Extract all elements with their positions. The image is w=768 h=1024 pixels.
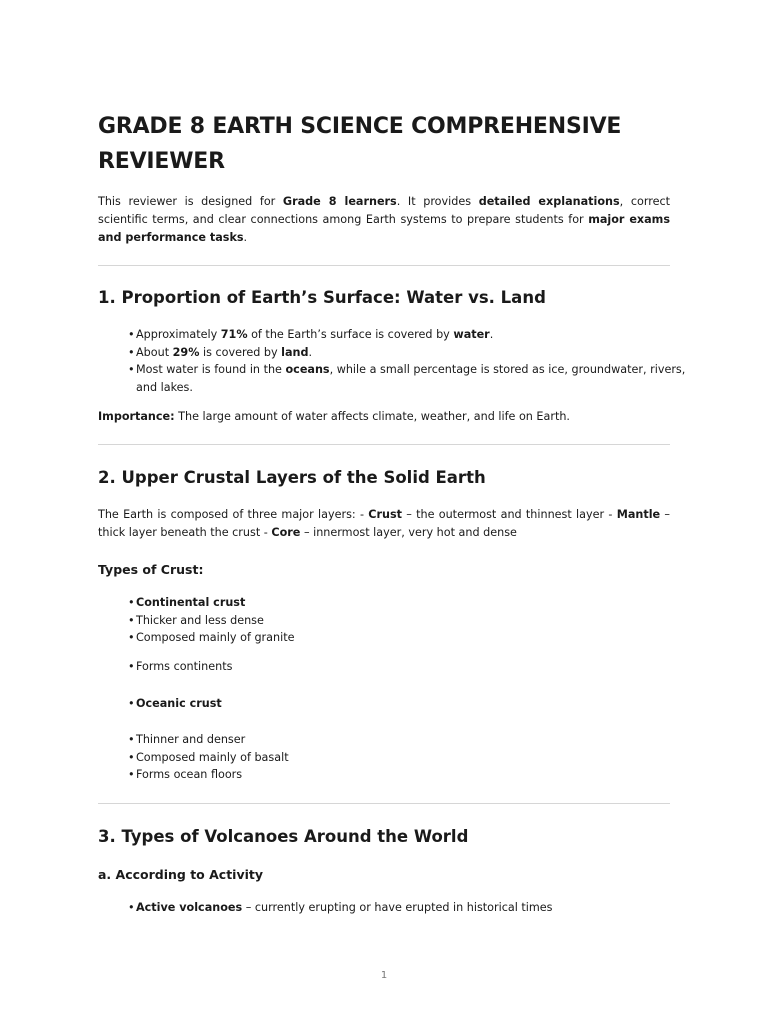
bullet-icon: •: [128, 363, 135, 377]
section-2-heading: 2. Upper Crustal Layers of the Solid Earth: [98, 468, 486, 487]
bullet-icon: •: [128, 660, 135, 673]
section-1-list: [98, 326, 700, 396]
bullet-icon: •: [128, 750, 135, 764]
item-text: Thicker and less dense: [136, 613, 264, 627]
section-divider: [98, 265, 670, 266]
intro-text: This reviewer is designed for: [98, 195, 283, 208]
para-bold: Core: [271, 526, 301, 539]
intro-text: . It provides: [396, 195, 479, 208]
list-item: [128, 629, 700, 647]
item-bold: oceans: [285, 363, 330, 377]
section-divider: [98, 803, 670, 804]
bullet-icon: •: [128, 596, 135, 609]
activity-list: [98, 899, 700, 917]
item-text: Forms ocean floors: [136, 768, 243, 782]
importance-text: The large amount of water affects climate, weather, and life on Earth.: [174, 410, 570, 423]
list-item: [128, 658, 700, 676]
para-text: – thick layer beneath the crust -: [98, 508, 670, 539]
list-item: [128, 695, 700, 713]
list-item: [128, 326, 700, 344]
bullet-icon: •: [128, 697, 135, 710]
para-bold: Mantle: [616, 508, 661, 521]
item-text: About: [136, 345, 173, 359]
list-item: [128, 361, 700, 396]
list-item: [128, 612, 700, 630]
intro-text: , correct scientific terms, and clear connections among Earth systems to prepare students for: [98, 195, 670, 226]
document-title: GRADE 8 EARTH SCIENCE COMPREHENSIVE REVIEWER: [98, 114, 622, 174]
bullet-icon: •: [128, 768, 135, 782]
item-text: , while a small percentage is stored as ice, groundwater, rivers, and lakes.: [136, 363, 686, 394]
bullet-icon: •: [128, 631, 135, 645]
item-text: – currently erupting or have erupted in historical times: [242, 901, 553, 914]
para-bold: Crust: [368, 508, 402, 521]
intro-paragraph: [98, 193, 670, 247]
item-text: Composed mainly of basalt: [136, 750, 289, 764]
bullet-icon: •: [128, 613, 135, 627]
list-item: [128, 899, 700, 917]
intro-bold: major exams and performance tasks: [98, 213, 671, 244]
item-bold: Active volcanoes: [136, 901, 243, 914]
intro-bold: detailed explanations: [478, 195, 620, 208]
item-text: Forms continents: [136, 660, 233, 673]
list-item: [128, 749, 700, 767]
section-1-heading: 1. Proportion of Earth’s Surface: Water vs. Land: [98, 288, 546, 307]
sub-heading-activity: a. According to Activity: [98, 867, 264, 882]
item-text: .: [308, 345, 313, 359]
section-divider: [98, 444, 670, 445]
page-number: 1: [380, 970, 388, 981]
bullet-icon: •: [128, 733, 135, 746]
item-bold: 71%: [220, 328, 248, 341]
bullet-icon: •: [128, 901, 135, 914]
bullet-icon: •: [128, 328, 135, 341]
item-text: of the Earth’s surface is covered by: [247, 328, 454, 341]
continental-crust-list: [98, 594, 700, 647]
para-text: The Earth is composed of three major layers: -: [98, 508, 369, 521]
intro-bold: Grade 8 learners: [282, 195, 397, 208]
layers-paragraph: [98, 506, 670, 542]
bullet-icon: •: [128, 345, 135, 359]
item-text: Most water is found in the: [136, 363, 286, 377]
oceanic-crust-list: [98, 731, 700, 784]
importance-note: [98, 408, 670, 426]
section-3-heading: 3. Types of Volcanoes Around the World: [98, 827, 469, 846]
item-text: .: [489, 328, 494, 341]
crust-type-title: Continental crust: [136, 596, 246, 609]
list-item: [128, 731, 700, 749]
types-of-crust-heading: Types of Crust:: [98, 562, 204, 577]
importance-label: Importance:: [98, 410, 175, 423]
para-text: – the outermost and thinnest layer -: [401, 508, 617, 521]
para-text: – innermost layer, very hot and dense: [300, 526, 517, 539]
item-bold: land: [281, 345, 309, 359]
item-bold: water: [453, 328, 490, 341]
item-text: Thinner and denser: [136, 733, 246, 746]
item-text: is covered by: [199, 345, 282, 359]
item-bold: 29%: [172, 345, 200, 359]
intro-text: .: [243, 231, 248, 244]
oceanic-crust-title-list: [98, 695, 700, 713]
crust-type-title: Oceanic crust: [136, 697, 222, 710]
list-item: [128, 344, 700, 362]
list-item: [128, 594, 700, 612]
item-text: Approximately: [136, 328, 221, 341]
continental-crust-last: [98, 658, 700, 676]
item-text: Composed mainly of granite: [136, 631, 295, 645]
list-item: [128, 766, 700, 784]
